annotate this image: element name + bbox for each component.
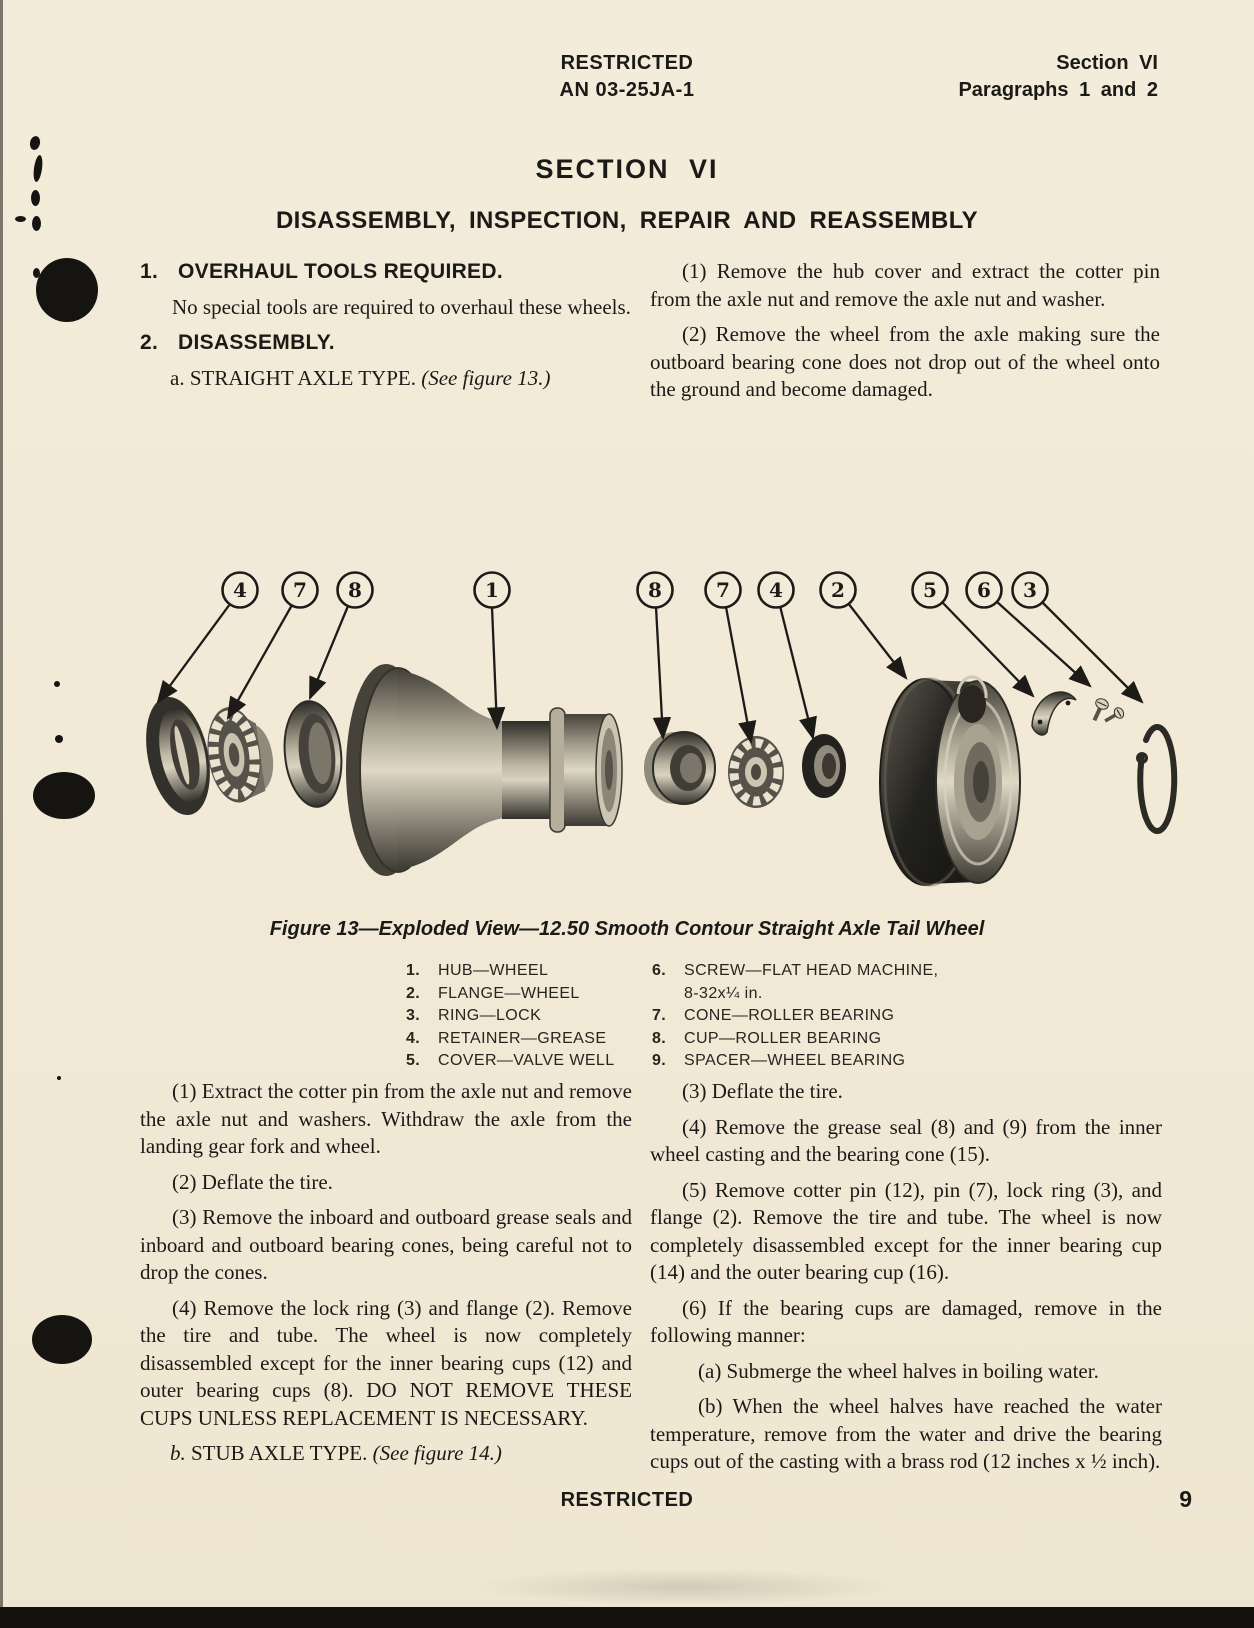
figure-reference: (See figure 14.)	[372, 1441, 502, 1465]
figure-13	[130, 558, 1200, 910]
scan-edge-shadow	[0, 0, 3, 1628]
subparagraph-a	[140, 365, 632, 393]
paragraph: (4) Remove the lock ring (3) and flange (2). Remove the tire and tube. The wheel is now completely disassembled except for the inner bearing cups (12) and outer bearing cups (8). DO NOT REMOVE THESE CUPS UNLESS REPLACEMENT IS NECESSARY.	[140, 1295, 632, 1430]
callout-7-right	[706, 573, 741, 608]
callout-3	[1013, 573, 1048, 608]
parts-legend-col2	[652, 960, 938, 1073]
heading-overhaul-tools	[140, 258, 632, 286]
punch-hole	[32, 1315, 92, 1364]
section-ref: Section VI	[1056, 52, 1158, 74]
svg-text:7: 7	[293, 578, 307, 602]
heading-number: 1.	[140, 260, 159, 283]
legend-item: 5. COVER—VALVE WELL	[406, 1052, 615, 1069]
paragraph: (3) Deflate the tire.	[682, 1079, 843, 1103]
paragraph: No special tools are required to overhaul these wheels.	[172, 294, 631, 319]
heading-disassembly	[140, 329, 632, 357]
scan-smudge	[470, 1568, 900, 1606]
column-left-top	[140, 258, 632, 400]
column-right-bottom	[650, 1078, 1162, 1484]
ink-mark	[31, 190, 40, 206]
part-bearing-cup-left	[280, 698, 347, 809]
paragraph: (6) If the bearing cups are damaged, remove in the following manner:	[650, 1295, 1162, 1347]
callout-5	[913, 573, 948, 608]
callout-2	[821, 573, 856, 608]
paragraph-ref: Paragraphs 1 and 2	[958, 79, 1158, 101]
heading-number: 2.	[140, 331, 159, 354]
part-lock-ring	[1138, 727, 1175, 831]
figure-13-diagram	[130, 558, 1200, 910]
svg-text:5: 5	[923, 578, 937, 602]
scan-bottom-edge	[0, 1607, 1254, 1628]
svg-text:8: 8	[348, 578, 362, 602]
paragraph: (3) Remove the inboard and outboard grease seals and inboard and outboard bearing cones, being careful not to drop the cones.	[140, 1205, 632, 1284]
part-bearing-cup-right	[644, 732, 715, 804]
ink-dot	[57, 1076, 61, 1080]
security-stamp-top: RESTRICTED	[560, 52, 694, 74]
svg-text:8: 8	[648, 578, 662, 602]
paragraph: (4) Remove the grease seal (8) and (9) from the inner wheel casting and the bearing cone (15).	[650, 1114, 1162, 1166]
svg-text:4: 4	[769, 578, 783, 602]
legend-item: 7. CONE—ROLLER BEARING	[652, 1007, 895, 1024]
svg-text:6: 6	[977, 578, 991, 602]
callout-7-left	[283, 573, 318, 608]
legend-item: 2. FLANGE—WHEEL	[406, 984, 580, 1002]
part-bearing-cone-right	[728, 736, 784, 808]
paragraph: (1) Remove the hub cover and extract the cotter pin from the axle nut and remove the axle nut and washer.	[650, 259, 1160, 311]
section-subtitle: DISASSEMBLY, INSPECTION, REPAIR AND REASSEMBLY	[275, 207, 979, 234]
part-grease-retainer-right	[802, 734, 846, 798]
paragraph: (5) Remove cotter pin (12), pin (7), lock ring (3), and flange (2). Remove the tire and tube. The wheel is now completely disassembled except for the inner bearing cup (14) and the outer bearing cup (16).	[650, 1177, 1162, 1284]
column-left-bottom	[140, 1078, 632, 1476]
punch-hole	[33, 772, 95, 819]
callout-4-right	[759, 573, 794, 608]
callout-8-right	[638, 573, 673, 608]
heading-text: DISASSEMBLY.	[178, 331, 335, 354]
paragraph: (2) Deflate the tire.	[172, 1169, 333, 1194]
paragraph: (2) Remove the wheel from the axle making sure the outboard bearing cone does not drop out of the wheel onto the ground and become damaged.	[650, 322, 1160, 401]
security-stamp-bottom: RESTRICTED	[560, 1489, 694, 1511]
subparagraph-label: b.	[170, 1441, 186, 1465]
header-right	[958, 50, 1158, 104]
callout-circles	[223, 573, 1048, 608]
legend-item: 8. CUP—ROLLER BEARING	[652, 1029, 882, 1047]
figure-reference: (See figure 13.)	[421, 365, 551, 390]
ink-dot	[54, 681, 60, 687]
callout-1	[475, 573, 510, 608]
paragraph: (1) Extract the cotter pin from the axle nut and remove the axle nut and washers. Withdraw the axle from the landing gear fork and wheel.	[140, 1079, 632, 1158]
paragraph: (a) Submerge the wheel halves in boiling water.	[698, 1358, 1099, 1383]
part-grease-retainer-left	[136, 691, 220, 821]
svg-text:4: 4	[233, 578, 247, 602]
ink-dot	[55, 735, 63, 743]
subparagraph-b	[140, 1440, 632, 1468]
figure-caption: Figure 13—Exploded View—12.50 Smooth Contour Straight Axle Tail Wheel	[269, 918, 985, 940]
part-hub-wheel	[346, 664, 622, 876]
callout-8-left	[338, 573, 373, 608]
section-title: SECTION VI	[535, 154, 719, 184]
ink-mark	[29, 135, 42, 151]
part-flange-wheel	[880, 677, 1020, 885]
parts-legend-col1	[406, 960, 615, 1073]
svg-text:3: 3	[1023, 578, 1037, 602]
svg-text:7: 7	[716, 578, 730, 602]
svg-text:1: 1	[485, 578, 499, 602]
callout-6	[967, 573, 1002, 608]
punch-hole	[36, 258, 98, 322]
subparagraph-text: STUB AXLE TYPE.	[191, 1441, 368, 1465]
legend-item: 4. RETAINER—GREASE	[406, 1029, 607, 1047]
paragraph: (b) When the wheel halves have reached the water temperature, remove from the water and drive the bearing cups out of the casting with a brass rod (12 inches x ½ inch).	[650, 1394, 1162, 1473]
subparagraph-label: a.	[170, 365, 185, 390]
heading-text: OVERHAUL TOOLS REQUIRED.	[178, 260, 503, 283]
callout-4-left	[223, 573, 258, 608]
svg-text:2: 2	[831, 578, 845, 602]
subparagraph-text: STRAIGHT AXLE TYPE.	[189, 365, 416, 390]
part-valve-well-cover	[1032, 692, 1076, 735]
part-bearing-cone-left	[202, 702, 279, 806]
legend-item-continuation: 8-32x¼ in.	[684, 984, 763, 1002]
legend-item: 3. RING—LOCK	[406, 1007, 542, 1024]
legend-item: 9. SPACER—WHEEL BEARING	[652, 1052, 906, 1069]
page-number: 9	[1179, 1486, 1192, 1512]
part-machine-screws	[1089, 697, 1126, 726]
legend-item: 1. HUB—WHEEL	[406, 962, 549, 979]
legend-item: 6. SCREW—FLAT HEAD MACHINE,	[652, 962, 939, 979]
column-right-top	[650, 258, 1160, 412]
doc-number: AN 03-25JA-1	[559, 79, 695, 101]
